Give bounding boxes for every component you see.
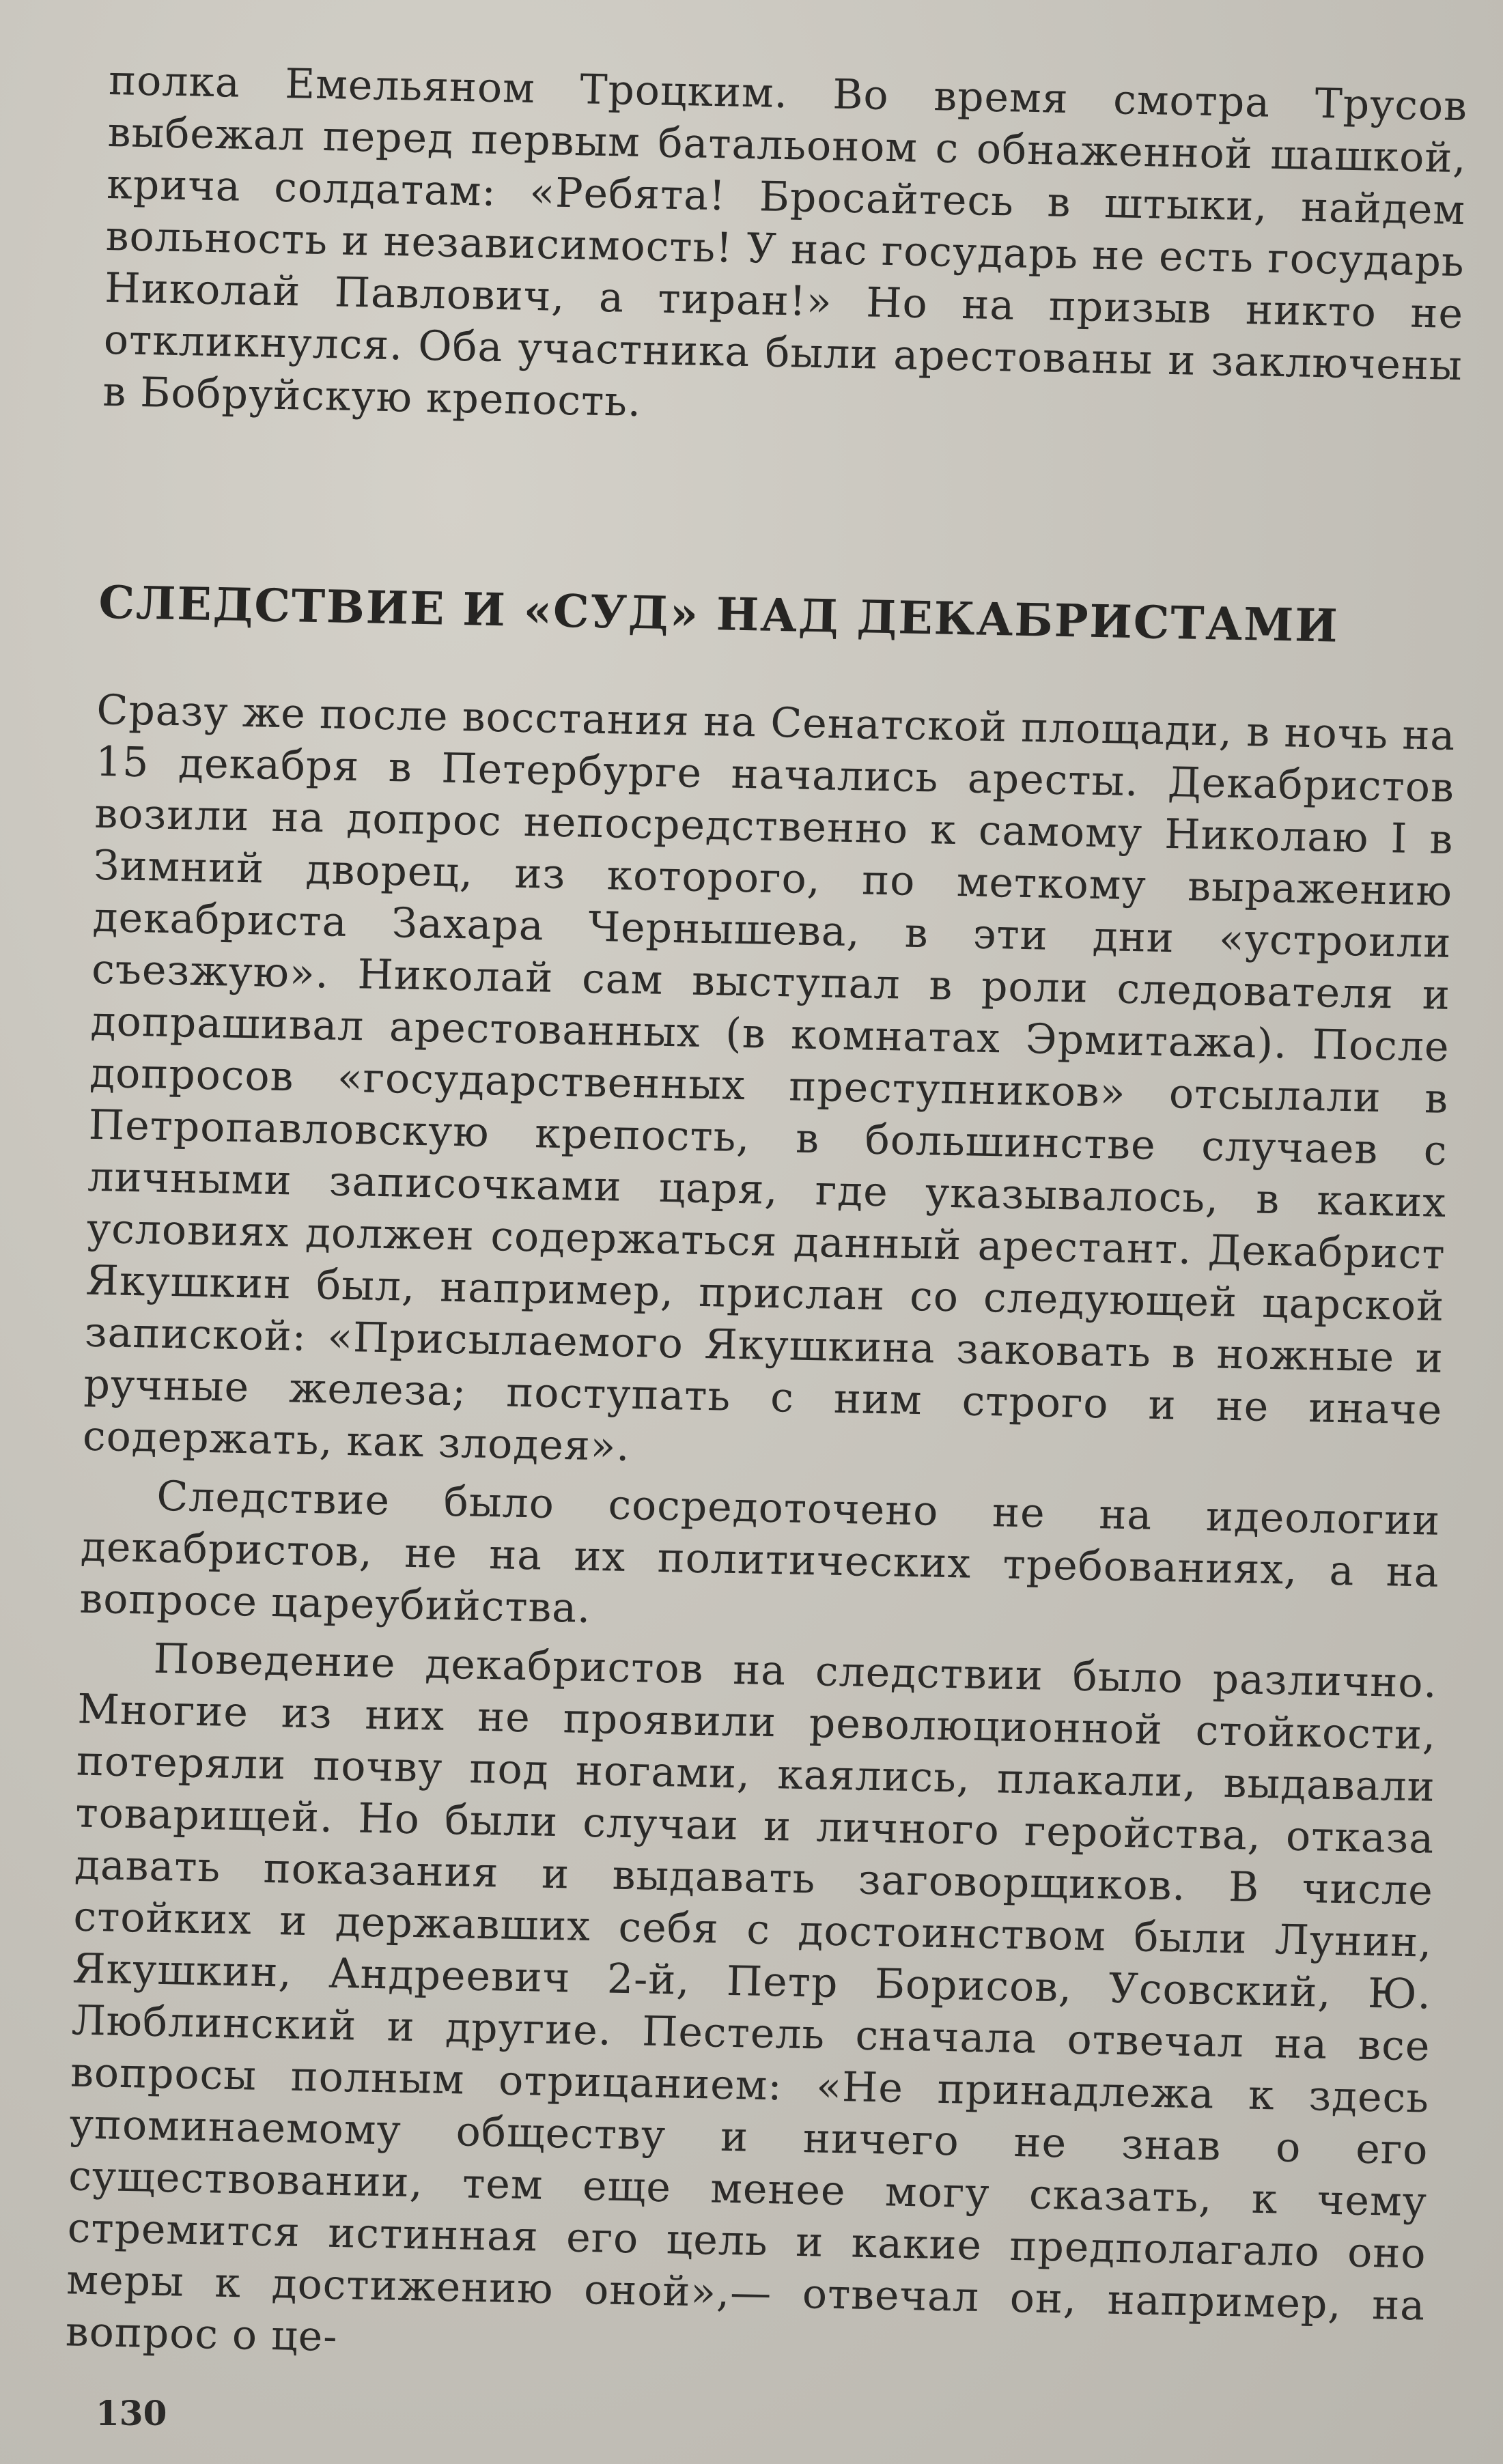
section-paragraph-3: Поведение декабристов на следствии было различно. Многие из них не проявили революционной стойкости, потеряли почву под ногами, каялись, плакали, выдавали товарищей. Но были случаи и личного геройства, отказа давать показания и выдавать заговорщиков. В числе стойких и державших себя с достоинством были Лунин, Якушкин, Андреевич 2-й, Петр Борисов, Усовский, Ю. Люблинский и другие. Пестель сначала отвечал на все вопросы полным отрицанием: «Не принадлежа к здесь упоминаемому обществу и ничего не знав о его существовании, тем еще менее могу сказать, к чему стремится истинная его цель и какие предполагало оно меры к достижению оной»,— отвечал он, например, на вопрос о це- [65, 1634, 1438, 2362]
page-number: 130 [96, 2393, 167, 2433]
text-column [65, 55, 1467, 2384]
section-paragraph-1: Сразу же после восстания на Сенатской площади, в ночь на 15 декабря в Петербурге начались аресты. Декабристов возили на допрос непосредственно к самому Николаю I в Зимний дворец, из которого, по меткому выражению декабриста Захара Чернышева, в эти дни «устроили съезжую». Николай сам выступал в роли следователя и допрашивал арестованных (в комнатах Эрмитажа). После допросов «государственных преступников» отсылали в Петропавловскую крепость, в большинстве случаев с личными записочками царя, где указывалось, в каких условиях должен содержаться данный арестант. Декабрист Якушкин был, например, прислан со следующей царской запиской: «Присылаемого Якушкина заковать в ножные и ручные железа; поступать с ним строго и не иначе содержать, как злодея». [82, 685, 1456, 1471]
section-paragraph-2: Следствие было сосредоточено не на идеологии декабристов, не на их политических требованиях, а на вопросе цареубийства. [79, 1472, 1441, 1632]
top-paragraph: полка Емельяном Троцким. Во время смотра Трусов выбежал перед первым батальоном с обнаженной шашкой, крича солдатам: «Ребята! Бросайтесь в штыки, найдем вольность и независимость! У нас государь не есть государь Николай Павлович, а тиран!» Но на призыв никто не откликнулся. Оба участника были арестованы и заключены в Бобруйскую крепость. [102, 56, 1468, 427]
section-title: СЛЕДСТВИЕ И «СУД» НАД ДЕКАБРИСТАМИ [98, 575, 1340, 653]
